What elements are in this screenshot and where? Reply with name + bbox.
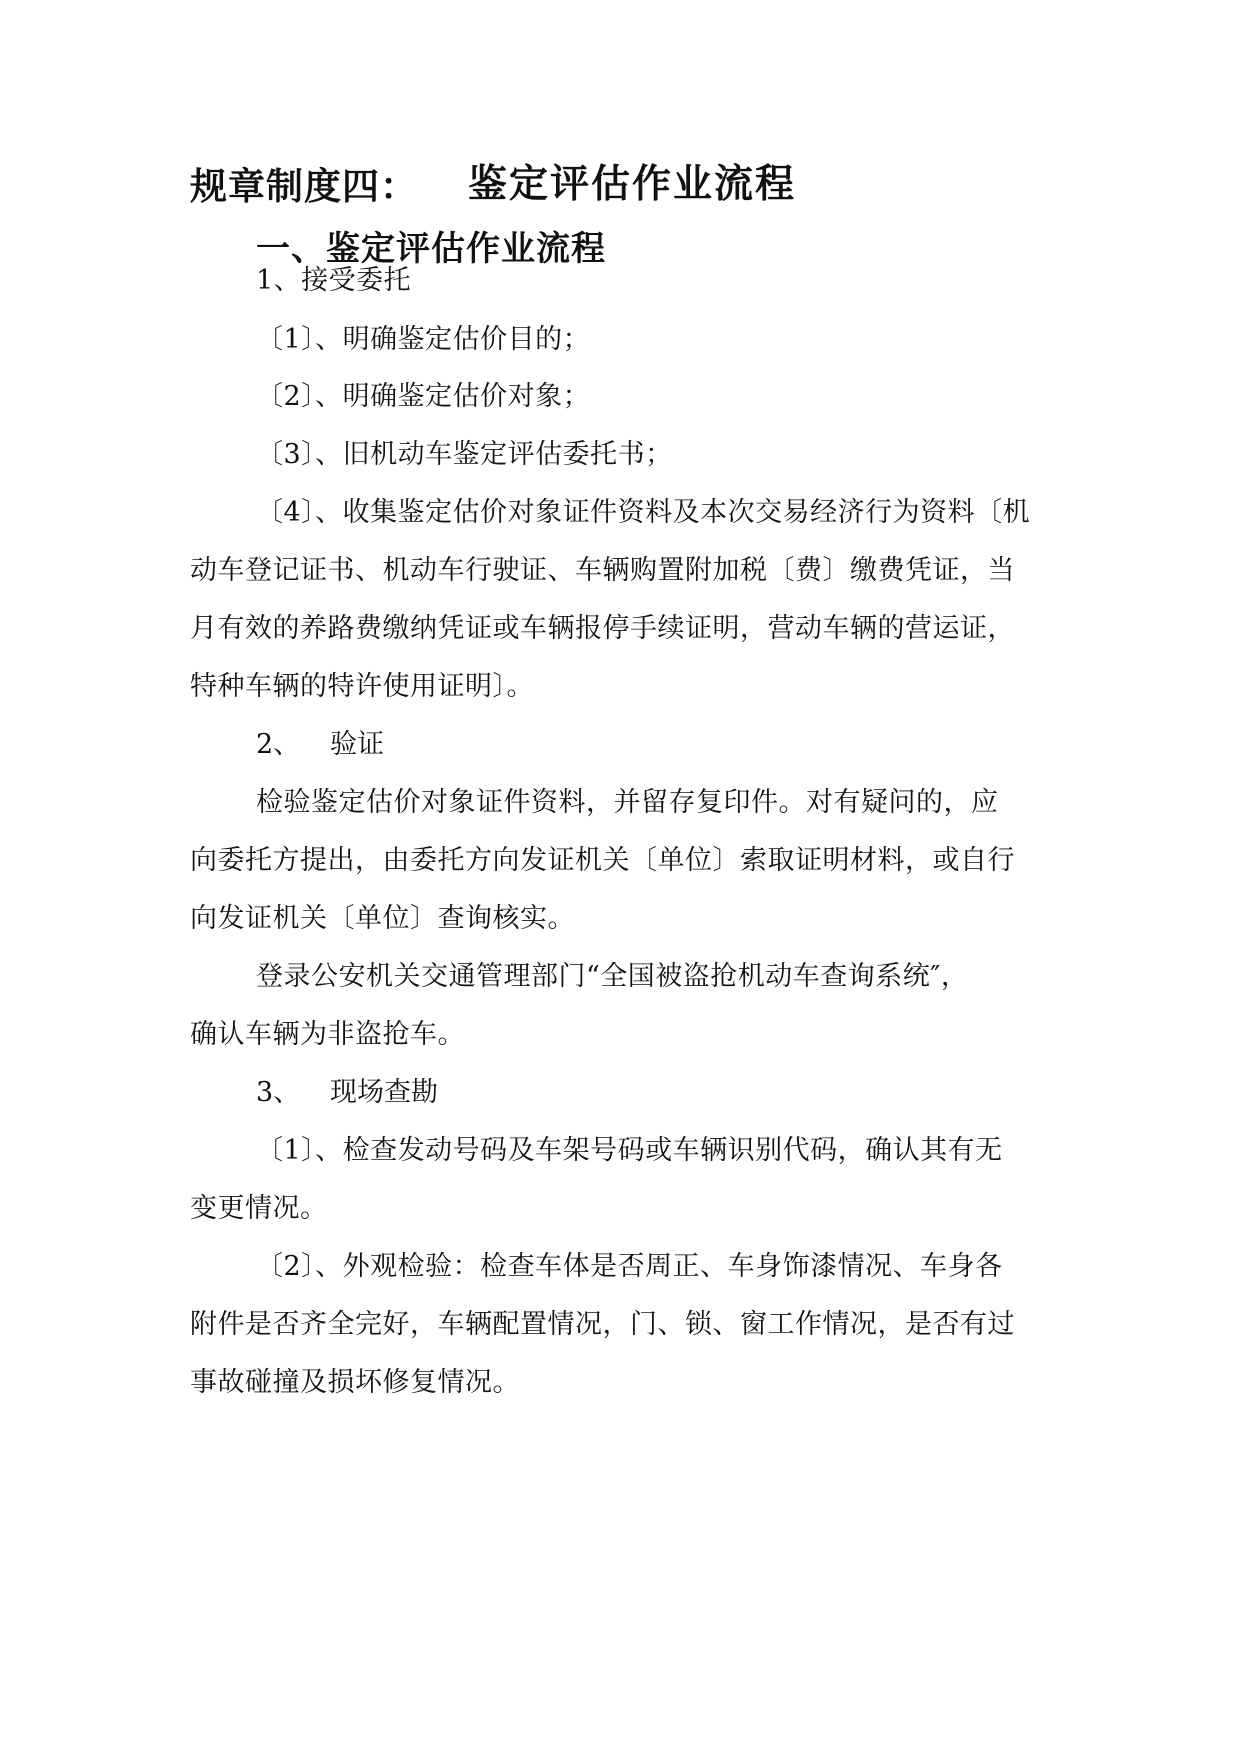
document-title: 鉴定评估作业流程 — [468, 161, 797, 207]
step1-item-1: 〔1〕、明确鉴定估价目的； — [256, 324, 591, 355]
step2-para1-line-3: 向发证机关〔单位〕查询核实。 — [190, 903, 575, 934]
step3-item-1-line-2: 变更情况。 — [190, 1193, 328, 1224]
step1-item-3: 〔3〕、旧机动车鉴定评估委托书； — [256, 439, 673, 470]
step3-item-2-line-1: 〔2〕、外观检验：检查车体是否周正、车身饰漆情况、车身各 — [256, 1251, 1003, 1282]
step3-item-2-line-2: 附件是否齐全完好，车辆配置情况，门、锁、窗工作情况，是否有过 — [190, 1309, 1015, 1340]
step2-title: 验证 — [330, 729, 384, 760]
step1-item-4-line-4: 特种车辆的特许使用证明〕。 — [190, 671, 534, 702]
step2-heading — [256, 728, 384, 762]
step2-para2-line-2: 确认车辆为非盗抢车。 — [190, 1019, 465, 1050]
step3-title: 现场查勘 — [330, 1077, 438, 1108]
step3-item-1-line-1: 〔1〕、检查发动号码及车架号码或车辆识别代码，确认其有无 — [256, 1135, 1003, 1166]
step1-item-2: 〔2〕、明确鉴定估价对象； — [256, 381, 591, 412]
step2-para2-line-1: 登录公安机关交通管理部门“全国被盗抢机动车查询系统″， — [256, 961, 969, 992]
step1-heading: 1、接受委托 — [256, 265, 412, 296]
step3-heading — [256, 1076, 438, 1110]
document-title-label: 规章制度四： — [190, 164, 418, 208]
section-heading: 一、鉴定评估作业流程 — [256, 229, 606, 269]
step3-item-2-line-3: 事故碰撞及损坏修复情况。 — [190, 1367, 520, 1398]
step2-number: 2、 — [256, 729, 301, 760]
step1-item-4-line-1: 〔4〕、收集鉴定估价对象证件资料及本次交易经济行为资料〔机 — [256, 497, 1031, 528]
step3-number: 3、 — [256, 1077, 301, 1108]
step1-item-4-line-2: 动车登记证书、机动车行驶证、车辆购置附加税〔费〕缴费凭证，当 — [190, 555, 1015, 586]
step2-para1-line-1: 检验鉴定估价对象证件资料，并留存复印件。对有疑问的，应 — [256, 787, 999, 818]
step2-para1-line-2: 向委托方提出，由委托方向发证机关〔单位〕索取证明材料，或自行 — [190, 845, 1015, 876]
step1-item-4-line-3: 月有效的养路费缴纳凭证或车辆报停手续证明，营动车辆的营运证， — [190, 613, 1015, 644]
